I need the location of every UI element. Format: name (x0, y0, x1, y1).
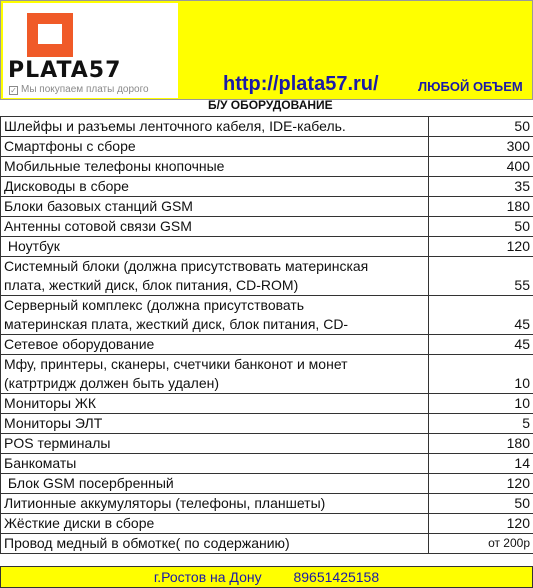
item-price-cell: 180 (429, 434, 533, 454)
site-url-link[interactable]: http://plata57.ru/ (223, 73, 379, 95)
item-price-cell: 5 (429, 414, 533, 434)
item-price-cell: 55 (429, 257, 533, 296)
item-name-line: Блок GSM посербренный (4, 475, 174, 491)
table-row (1, 335, 533, 355)
item-name-line: Смартфоны с сборе (4, 138, 136, 154)
table-row (1, 414, 533, 434)
item-name-cell (1, 454, 429, 474)
item-name-line: Мфу, принтеры, сканеры, счетчики банконот и монет (4, 356, 348, 372)
item-price-cell: 45 (429, 335, 533, 355)
logo[interactable] (3, 3, 178, 98)
header-banner (0, 0, 533, 112)
item-name-cell (1, 434, 429, 454)
item-name-cell (1, 414, 429, 434)
volume-label: ЛЮБОЙ ОБЪЕМ (418, 79, 523, 94)
logo-tagline (9, 84, 149, 95)
table-row (1, 474, 533, 494)
item-name-line: Мониторы ЖК (4, 395, 97, 411)
item-price-cell: 35 (429, 177, 533, 197)
item-name-line: Дисководы в сборе (4, 178, 129, 194)
item-name-cell (1, 257, 429, 296)
item-name-cell (1, 237, 429, 257)
item-name-cell (1, 117, 429, 137)
item-name-line: плата, жесткий диск, блок питания, CD-ROM) (4, 277, 299, 293)
item-name-line: Ноутбук (4, 238, 60, 254)
table-row (1, 157, 533, 177)
section-title: Б/У ОБОРУДОВАНИЕ (208, 98, 333, 112)
table-row (1, 117, 533, 137)
item-name-line: Банкоматы (4, 455, 77, 471)
item-price-cell: 300 (429, 137, 533, 157)
item-price-cell: 120 (429, 237, 533, 257)
item-price-cell: 10 (429, 355, 533, 394)
item-name-cell (1, 534, 429, 554)
checkmark-icon: ✓ (10, 86, 17, 95)
item-name-cell (1, 177, 429, 197)
item-name-cell (1, 474, 429, 494)
item-name-cell (1, 514, 429, 534)
table-row (1, 355, 533, 394)
item-name-line: Серверный комплекс (должна присутствовать (4, 297, 305, 313)
item-name-cell (1, 355, 429, 394)
logo-square-icon (27, 13, 73, 57)
table-row (1, 237, 533, 257)
item-name-line: Жёсткие диски в сборе (4, 515, 155, 531)
item-price-cell: 50 (429, 217, 533, 237)
item-name-line: Мобильные телефоны кнопочные (4, 158, 225, 174)
logo-wordmark: PLATA57 (8, 58, 122, 83)
item-price-cell: 45 (429, 296, 533, 335)
footer-city: г.Ростов на Дону (153, 569, 262, 585)
item-name-cell (1, 296, 429, 335)
item-name-line: Литионные аккумуляторы (телефоны, планшеты) (4, 495, 326, 511)
item-price-cell: 120 (429, 514, 533, 534)
tagline-text: Мы покупаем платы дорого (21, 84, 149, 95)
table-row (1, 534, 533, 554)
table-row (1, 296, 533, 335)
item-name-line: Шлейфы и разъемы ленточного кабеля, IDE-кабель. (4, 118, 346, 134)
item-name-cell (1, 494, 429, 514)
table-row (1, 454, 533, 474)
item-name-cell (1, 394, 429, 414)
item-price-cell: 10 (429, 394, 533, 414)
item-price-cell: от 200р (429, 534, 533, 554)
item-name-line: (катртридж должен быть удален) (4, 375, 220, 391)
item-name-line: POS терминалы (4, 435, 111, 451)
footer-phone[interactable]: 89651425158 (293, 569, 380, 585)
item-name-cell (1, 217, 429, 237)
item-name-line: Блоки базовых станций GSM (4, 198, 193, 214)
item-name-cell (1, 137, 429, 157)
table-row (1, 394, 533, 414)
table-row (1, 434, 533, 454)
table-row (1, 514, 533, 534)
table-row (1, 137, 533, 157)
item-name-line: Антенны сотовой связи GSM (4, 218, 192, 234)
item-price-cell: 14 (429, 454, 533, 474)
item-name-cell (1, 335, 429, 355)
item-price-cell: 180 (429, 197, 533, 217)
item-name-line: Системный блоки (должна присутствовать материнская (4, 258, 369, 274)
item-name-line: Мониторы ЭЛТ (4, 415, 103, 431)
table-row (1, 177, 533, 197)
table-row (1, 257, 533, 296)
table-row (1, 197, 533, 217)
price-table (0, 116, 533, 554)
table-row (1, 494, 533, 514)
item-price-cell: 120 (429, 474, 533, 494)
item-price-cell: 400 (429, 157, 533, 177)
item-name-cell (1, 197, 429, 217)
item-name-cell (1, 157, 429, 177)
item-price-cell: 50 (429, 494, 533, 514)
item-name-line: материнская плата, жесткий диск, блок питания, CD- (4, 316, 349, 332)
item-name-line: Провод медный в обмотке( по содержанию) (4, 535, 290, 551)
item-name-line: Сетевое оборудование (4, 336, 155, 352)
table-row (1, 217, 533, 237)
item-price-cell: 50 (429, 117, 533, 137)
footer-contact (0, 566, 533, 588)
